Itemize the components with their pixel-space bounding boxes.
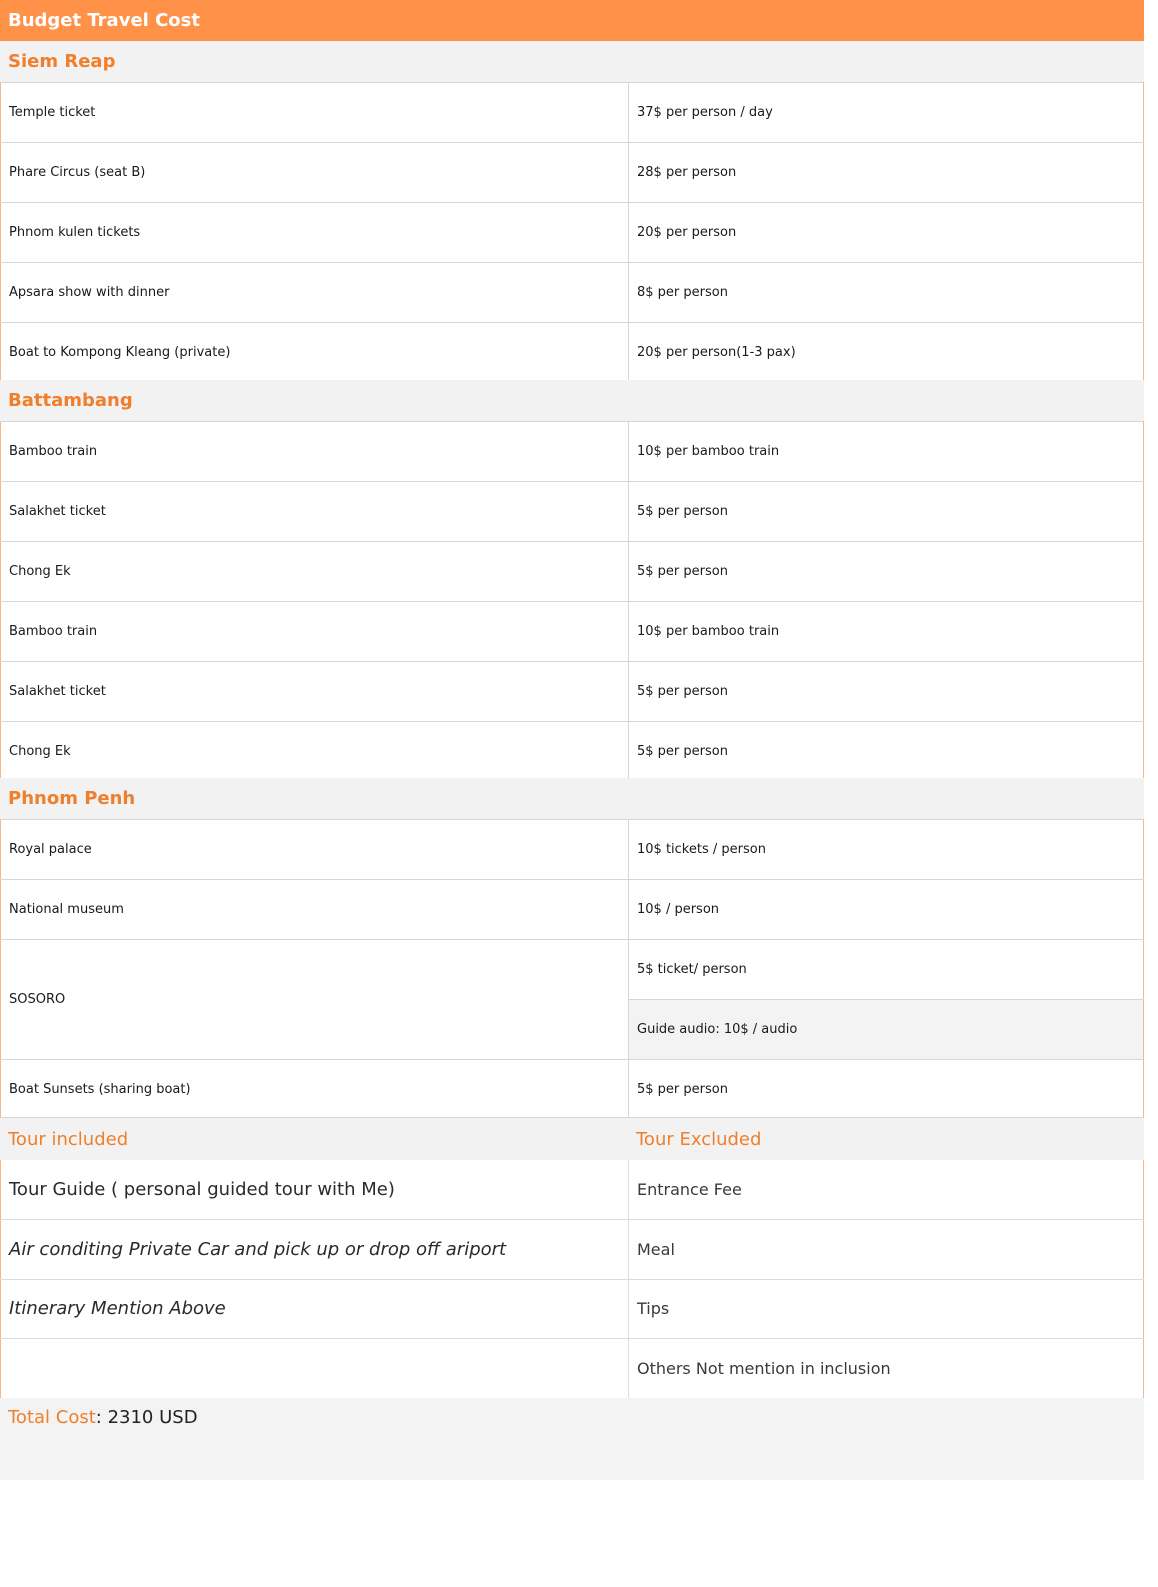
item-name: Chong Ek	[1, 542, 629, 602]
item-cost: 8$ per person	[629, 263, 1144, 323]
tour-excluded-label: Tour Excluded	[636, 1129, 762, 1150]
table-row	[1, 1220, 1144, 1280]
item-cost: 5$ ticket/ person	[629, 940, 1144, 1000]
included-item	[1, 1339, 629, 1399]
table-row	[1, 662, 1144, 722]
item-cost: 5$ per person	[629, 722, 1144, 782]
tour-table	[0, 1160, 1144, 1399]
item-cost: 37$ per person / day	[629, 83, 1144, 143]
item-name: National museum	[1, 880, 629, 940]
included-item: Itinerary Mention Above	[1, 1279, 629, 1339]
table-row	[1, 722, 1144, 782]
item-cost: 10$ per bamboo train	[629, 602, 1144, 662]
section-title-siem-reap: Siem Reap	[0, 41, 1144, 82]
item-name: Phnom kulen tickets	[1, 203, 629, 263]
battambang-table	[0, 421, 1144, 782]
section-title-battambang: Battambang	[0, 380, 1144, 421]
item-cost: 20$ per person	[629, 203, 1144, 263]
table-row	[1, 820, 1144, 880]
item-name: Boat to Kompong Kleang (private)	[1, 323, 629, 383]
excluded-item: Tips	[629, 1279, 1144, 1339]
table-row	[1, 323, 1144, 383]
table-row	[1, 1060, 1144, 1120]
table-row	[1, 602, 1144, 662]
item-cost: 5$ per person	[629, 662, 1144, 722]
item-cost: 10$ per bamboo train	[629, 422, 1144, 482]
table-row	[1, 203, 1144, 263]
tour-header	[0, 1117, 1144, 1160]
item-cost: 10$ tickets / person	[629, 820, 1144, 880]
item-cost: 5$ per person	[629, 482, 1144, 542]
table-row	[1, 940, 1144, 1000]
item-cost: 20$ per person(1-3 pax)	[629, 323, 1144, 383]
item-cost-extra: Guide audio: 10$ / audio	[629, 1000, 1144, 1060]
item-name: Boat Sunsets (sharing boat)	[1, 1060, 629, 1120]
item-name: Apsara show with dinner	[1, 263, 629, 323]
item-name: Bamboo train	[1, 422, 629, 482]
excluded-item: Meal	[629, 1220, 1144, 1280]
table-row	[1, 422, 1144, 482]
table-row	[1, 542, 1144, 602]
excluded-item: Entrance Fee	[629, 1160, 1144, 1220]
table-row	[1, 263, 1144, 323]
item-name: Temple ticket	[1, 83, 629, 143]
item-cost: 5$ per person	[629, 1060, 1144, 1120]
table-row	[1, 143, 1144, 203]
table-row	[1, 1339, 1144, 1399]
total-cost	[0, 1398, 1144, 1480]
phnom-penh-table	[0, 819, 1144, 1120]
total-cost-value: : 2310 USD	[95, 1407, 198, 1428]
included-item: Tour Guide ( personal guided tour with Me)	[1, 1160, 629, 1220]
siem-reap-table	[0, 82, 1144, 383]
item-name: Chong Ek	[1, 722, 629, 782]
table-row	[1, 1160, 1144, 1220]
item-name: Royal palace	[1, 820, 629, 880]
item-name: Bamboo train	[1, 602, 629, 662]
section-title-phnom-penh: Phnom Penh	[0, 778, 1144, 819]
item-cost: 28$ per person	[629, 143, 1144, 203]
item-name: SOSORO	[1, 940, 629, 1060]
table-row	[1, 880, 1144, 940]
item-name: Salakhet ticket	[1, 662, 629, 722]
table-row	[1, 482, 1144, 542]
tour-included-label: Tour included	[8, 1129, 129, 1150]
included-item: Air conditing Private Car and pick up or drop off ariport	[1, 1220, 629, 1280]
table-row	[1, 83, 1144, 143]
page-title: Budget Travel Cost	[0, 0, 1144, 41]
table-row	[1, 1279, 1144, 1339]
item-cost: 5$ per person	[629, 542, 1144, 602]
item-name: Salakhet ticket	[1, 482, 629, 542]
excluded-item: Others Not mention in inclusion	[629, 1339, 1144, 1399]
item-name: Phare Circus (seat B)	[1, 143, 629, 203]
item-cost: 10$ / person	[629, 880, 1144, 940]
total-cost-label: Total Cost	[8, 1407, 96, 1428]
